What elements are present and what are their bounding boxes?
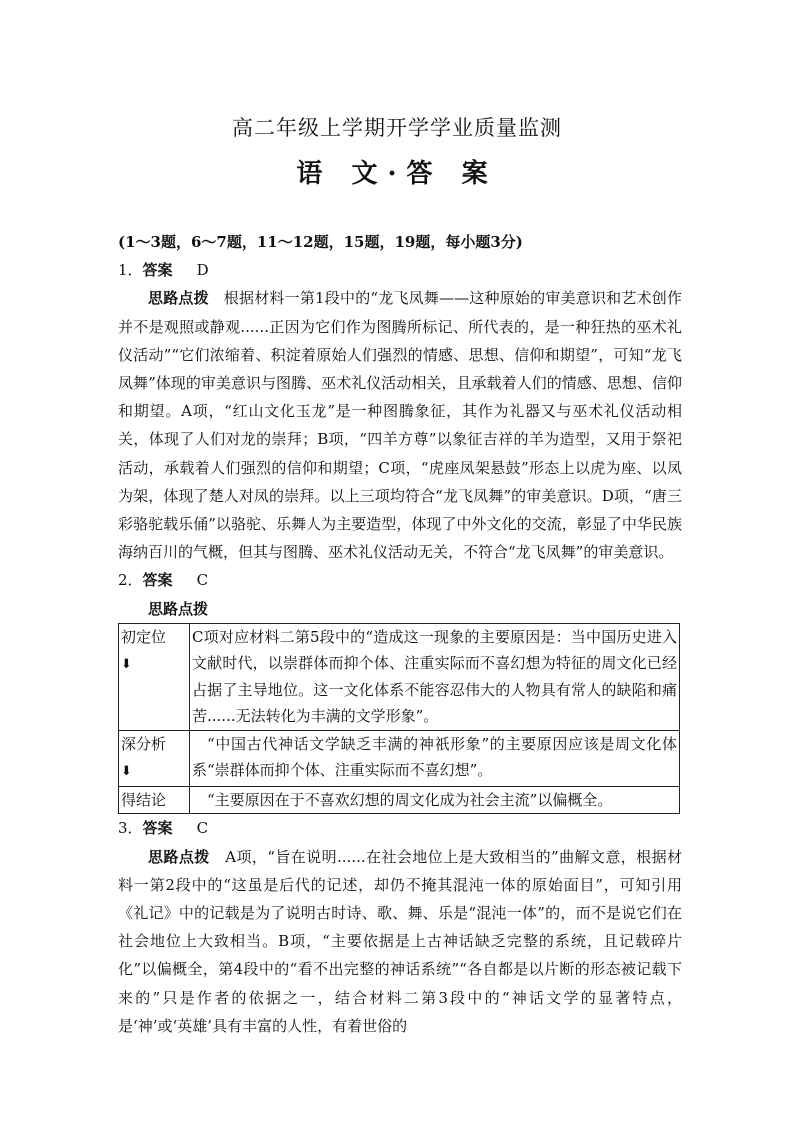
- question-1-answer: D: [196, 261, 209, 280]
- question-3-answer: C: [196, 819, 209, 838]
- table-row: [119, 730, 680, 786]
- scoring-note: (1～3题，6～7题，11～12题，15题，19题，每小题3分): [118, 233, 523, 251]
- table-row-content: “中国古代神话文学缺乏丰满的神祇形象”的主要原因应该是周文化体系“崇群体而抑个体、注重实际而不喜幻想”。: [190, 730, 680, 786]
- document-body: [118, 228, 682, 1040]
- table-row: [119, 623, 680, 730]
- question-2-answer-label: 答案: [142, 571, 173, 590]
- table-row-content: “主要原因在于不喜欢幻想的周文化成为社会主流”以偏概全。: [190, 786, 680, 814]
- question-1-analysis: [118, 284, 682, 566]
- question-2-answer: C: [196, 571, 209, 590]
- question-3-answer-line: [118, 814, 682, 842]
- question-2-answer-line: [118, 566, 682, 594]
- question-2-analysis-label: 思路点拨: [148, 599, 209, 618]
- document-subtitle: 语 文·答 案: [296, 159, 498, 189]
- question-1-analysis-label: 思路点拨: [148, 289, 209, 308]
- question-3-analysis: [118, 843, 682, 1040]
- question-2-number: 2．: [118, 571, 143, 590]
- table-row-label: 初定位 ⬇: [119, 623, 190, 730]
- question-2-analysis-heading: [118, 595, 682, 623]
- question-1-answer-line: [118, 256, 682, 284]
- table-row-content: C项对应材料二第5段中的“造成这一现象的主要原因是：当中国历史进入文献时代，以崇群体而抑个体、注重实际而不喜幻想为特征的周文化已经占据了主导地位。这一文化体系不能容忍伟大的人物具有常人的缺陷和痛苦......无法转化为丰满的文学形象”。: [190, 623, 680, 730]
- document-title: 高二年级上学期开学学业质量监测: [232, 116, 562, 140]
- question-3-analysis-label: 思路点拨: [148, 847, 210, 866]
- question-1-analysis-text: 根据材料一第1段中的“龙飞凤舞——这种原始的审美意识和艺术创作并不是观照或静观......正因为它们作为图腾所标记、所代表的，是一种狂热的巫术礼仪活动”“它们浓缩着、积淀着原始人们强烈的情感、思想、信仰和期望”，可知“龙飞凤舞”体现的审美意识与图腾、巫术礼仪活动相关，且承载着人们的情感、思想、信仰和期望。A项，“红山文化玉龙”是一种图腾象征，其作为礼器又与巫术礼仪活动相关，体现了人们对龙的崇拜；B项，“四羊方尊”以象征吉祥的羊为造型，又用于祭祀活动，承载着人们强烈的信仰和期望；C项，“虎座凤架悬鼓”形态上以虎为座、以凤为架，体现了楚人对凤的崇拜。以上三项均符合“龙飞凤舞”的审美意识。D项，“唐三彩骆驼载乐俑”以骆驼、乐舞人为主要造型，体现了中外文化的交流，彰显了中华民族海纳百川的气概，但其与图腾、巫术礼仪活动无关，不符合“龙飞凤舞”的审美意识。: [118, 289, 682, 562]
- arrow-down-icon: ⬇: [121, 764, 132, 780]
- question-3-number: 3．: [118, 819, 143, 838]
- table-row-label: 得结论: [119, 786, 190, 814]
- question-2-analysis-table: [118, 623, 680, 815]
- table-row-label: 深分析 ⬇: [119, 730, 190, 786]
- question-1-answer-label: 答案: [142, 261, 173, 280]
- question-3-answer-label: 答案: [142, 819, 173, 838]
- question-3-analysis-text: A项，“旨在说明......在社会地位上是大致相当的”曲解文意，根据材料一第2段中的“这虽是后代的记述，却仍不掩其混沌一体的原始面目”，可知引用《礼记》中的记载是为了说明古时诗、歌、舞、乐是“混沌一体”的，而不是说它们在社会地位上大致相当。B项，“主要依据是上古神话缺乏完整的系统，且记载碎片化”以偏概全，第4段中的“看不出完整的神话系统”“各自都是以片断的形态被记载下来的”只是作者的依据之一，结合材料二第3段中的“神话文学的显著特点，是‘神’或‘英雄’具有丰富的人性，有着世俗的: [118, 847, 682, 1035]
- table-row: [119, 786, 680, 814]
- arrow-down-icon: ⬇: [121, 657, 132, 673]
- question-1-number: 1．: [118, 261, 143, 280]
